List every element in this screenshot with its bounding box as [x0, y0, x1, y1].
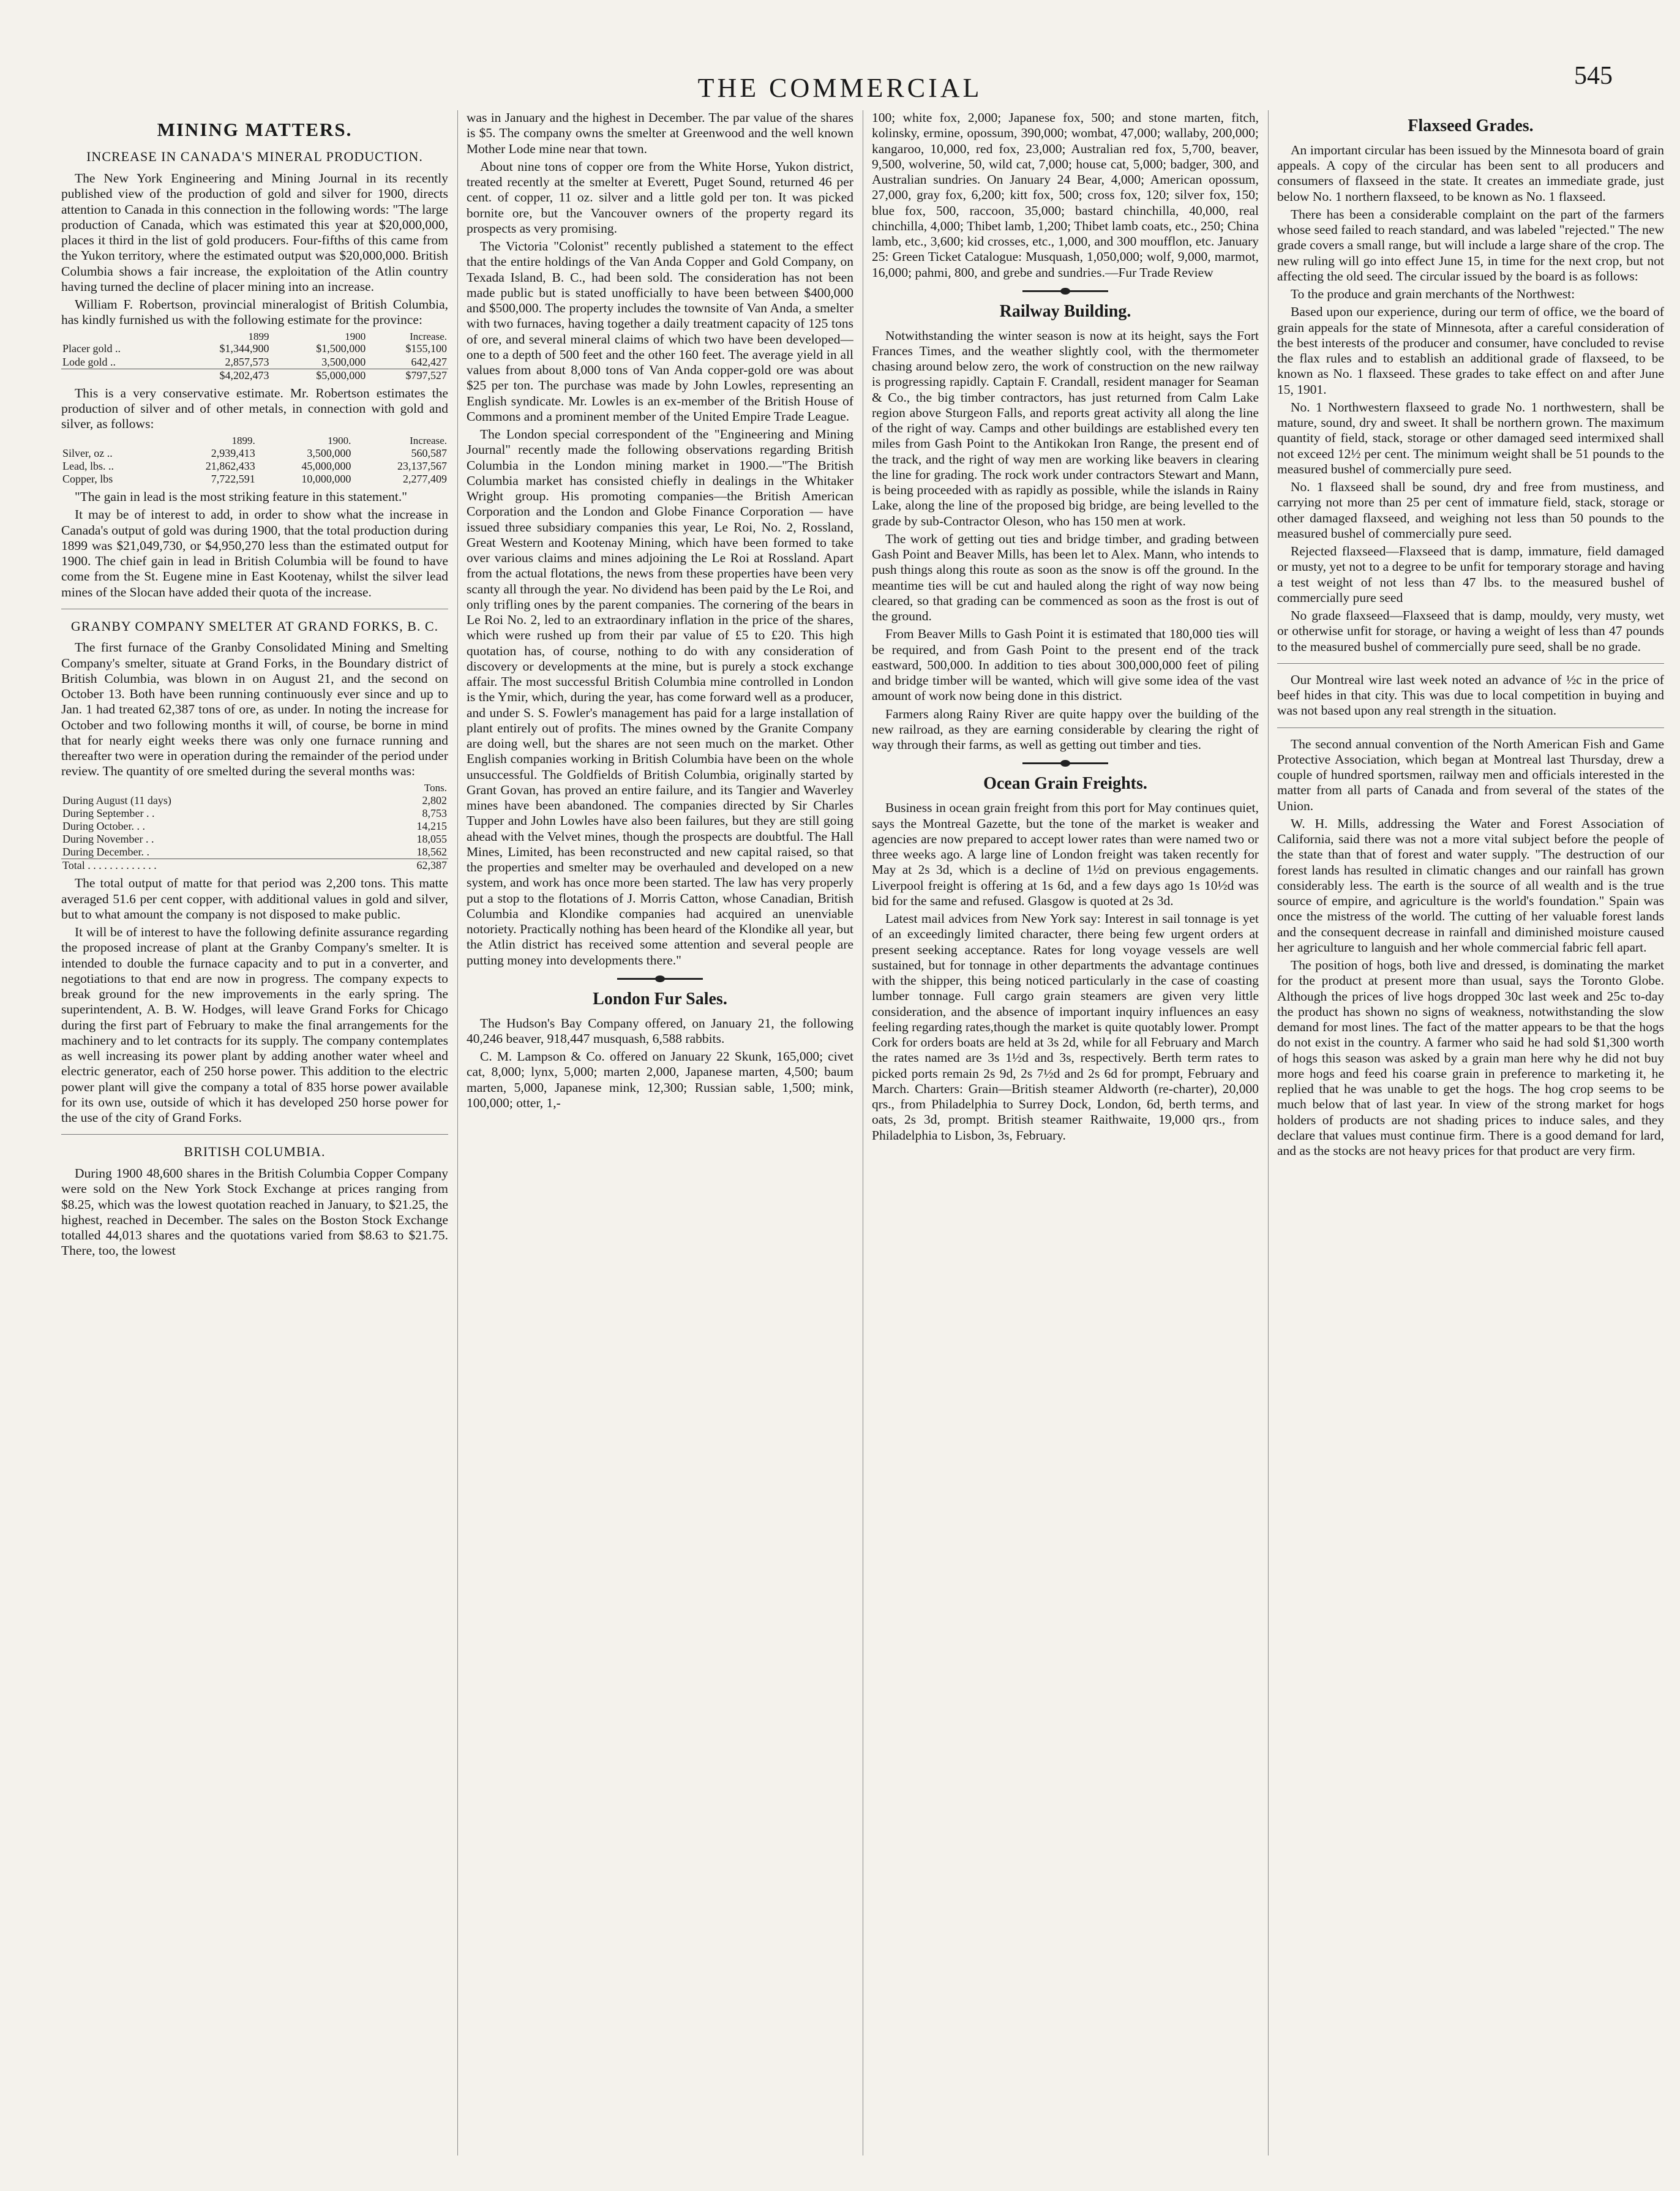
table-row: [61, 820, 448, 833]
table-header: [61, 331, 174, 343]
article-title-ocean-grain-freights: Ocean Grain Freights.: [983, 774, 1147, 794]
paragraph: The total output of matte for that period was 2,200 tons. This matte averaged 51.6 per cent copper, with additional values in gold and silver, but to what amount the company is not disposed to make public.: [61, 876, 448, 922]
section-title-mining-matters: MINING MATTERS.: [157, 119, 353, 140]
table-cell: 7,722,591: [211, 472, 255, 485]
table-cell: 2,857,573: [225, 355, 269, 368]
column-divider: [457, 110, 458, 2155]
column-divider: [1268, 110, 1269, 2155]
paragraph: Latest mail advices from New York say: Interest in sail tonnage is yet of an exceedingly limited character, there being few urgent orders at present seeking acceptance. Rates for long voyage vessels are well sustained, but for tonnage in other departments the advantage continues with the shipper, this being noticed particularly in the case of coasting lumber tonnage. Full cargo grain steamers are given very little consideration, and the absence of important inquiry influences an easy feeling regarding rates,though the market is quite quotably lower. Prompt Cork for orders boats are held at 3s 2d, while for all February and March the rates named are 3s 1½d and 3s, respectively. Berth term rates to picked ports remain 2s 9d, 2s 7½d and 2s 6d for prompt, February and March. Charters: Grain—British steamer Aldworth (re-charter), 20,000 qrs., from Philadelphia to Surrey Dock, London, 6d, berth terms, and oats, 2s 3d, prompt. British steamer Raithwaite, 19,000 qrs., from Philadelphia to Lisbon, 3s, February.: [872, 911, 1259, 1143]
table-cell: 2,939,413: [211, 446, 255, 459]
table-cell: $5,000,000: [270, 369, 367, 382]
paragraph: No. 1 Northwestern flaxseed to grade No. 1 northwestern, shall be mature, sound, dry and sweet. It shall be northern grown. The maximum quantity of field, stack, storage or other damaged seed intermixed shall not exceed 12½ per cent. The minimum weight shall be 51 pounds to the measured bushel of commercially pure seed.: [1277, 399, 1664, 476]
article-title-railway-building: Railway Building.: [999, 301, 1131, 321]
table-total-row: [61, 859, 448, 873]
table-cell: 18,562: [416, 846, 447, 859]
table-cell: 2,802: [422, 794, 447, 806]
paragraph: The Hudson's Bay Company offered, on January 21, the following 40,246 beaver, 918,447 musquash, 6,588 rabbits.: [467, 1015, 853, 1046]
paragraph: The Victoria "Colonist" recently published a statement to the effect that the entire holdings of the Van Anda Copper and Gold Company, on Texada Island, B. C., had been sold. The consideration has not been made public but is stated unofficially to have been between $400,000 and $500,000. The property includes the townsite of Van Anda, a smelter with two furnaces, having together a daily treatment capacity of 125 tons of ore, and several mineral claims of which two have been developed—one to a depth of 500 feet and the other 160 feet. The average yield in all values from about 8,000 tons of Van Anda copper-gold ore was about $25 per ton. The purchase was made by John Lowles, representing an English syndicate. Mr. Lowles is an ex-member of the British House of Commons and a prominent member of the United Empire Trade League.: [467, 239, 853, 424]
paragraph: was in January and the highest in December. The par value of the shares is $5. The company owns the smelter at Greenwood and the well known Mother Lode mine near that town.: [467, 110, 853, 156]
paragraph: Farmers along Rainy River are quite happy over the building of the new railroad, as they are earning considerable by clearing the right of way through their farms, as well as getting out timber and ties.: [872, 706, 1259, 753]
table-cell: $1,500,000: [316, 342, 366, 355]
table-cell: $1,344,900: [219, 342, 269, 355]
masthead-title: THE COMMERCIAL: [697, 73, 983, 103]
table-header: 1899.: [231, 434, 255, 446]
table-header-row: [61, 782, 448, 794]
table-header-row: [61, 435, 448, 447]
column-3: [872, 110, 1259, 2155]
paragraph: About nine tons of copper ore from the White Horse, Yukon district, treated recently at the smelter at Everett, Puget Sound, returned 46 per cent. of copper, 11 oz. silver and a little gold per ton. It was picked bornite ore, but the Vancouver owners of the property regard its prospects as very promising.: [467, 159, 853, 236]
gold-production-table: [61, 331, 448, 382]
paragraph: C. M. Lampson & Co. offered on January 22 Skunk, 165,000; civet cat, 8,000; lynx, 5,000; marten 2,000, Japanese marten, 4,500; baum marten, 5,000, Japanese mink, 12,300; Russian sable, 1,500; mink, 100,000; otter, 1,-: [467, 1049, 853, 1110]
paragraph: The first furnace of the Granby Consolidated Mining and Smelting Company's smelter, situate at Grand Forks, in the Boundary district of British Columbia, was blown in on August 21, and the second on October 13. Both have been running continuously ever since and up to Jan. 1 had treated 62,387 tons of ore, as under. In noting the increase for October and two following months it will, of course, be borne in mind that for nearly eight weeks there was only one furnace running and thereafter two were in operation during the remainder of the period under review. The quantity of ore smelted during the several months was:: [61, 640, 448, 779]
table-row: [61, 807, 448, 820]
table-cell: $4,202,473: [174, 369, 271, 382]
table-header-row: [61, 331, 448, 343]
table-cell: During November . .: [62, 833, 154, 846]
paragraph: During 1900 48,600 shares in the British Columbia Copper Company were sold on the New York Stock Exchange at prices ranging from $8.25, which was the lowest quotation reached in January, to $21.25, the highest, reached in December. The sales on the Boston Stock Exchange totalled 44,013 shares and the quotations varied from $8.63 to $21.75. There, too, the lowest: [61, 1166, 448, 1258]
metals-production-table: [61, 435, 448, 486]
table-cell: Copper, lbs: [62, 472, 113, 485]
paragraph: No. 1 flaxseed shall be sound, dry and free from mustiness, and carrying not more than 25 per cent of immature field, stack, storage or other damaged flaxseed, and weighing not less than 50 pounds to the measured bushel of commercially pure seed.: [1277, 479, 1664, 541]
table-header: 1900: [345, 330, 366, 342]
column-2: [467, 110, 853, 2155]
paragraph: William F. Robertson, provincial mineralogist of British Columbia, has kindly furnished us with the following estimate for the province:: [61, 297, 448, 328]
paragraph: "The gain in lead is the most striking feature in this statement.": [75, 489, 407, 505]
table-cell: During September . .: [62, 806, 155, 819]
table-cell: 3,500,000: [321, 355, 366, 368]
masthead: [43, 37, 1637, 104]
table-row: [61, 846, 448, 859]
article-title-canada-mineral: INCREASE IN CANADA'S MINERAL PRODUCTION.: [86, 149, 423, 165]
paragraph: No grade flaxseed—Flaxseed that is damp, mouldy, very musty, wet or otherwise unfit for storage, or having a weight of less than 47 pounds to the measured bushel of commercially pure seed, shall be no grade.: [1277, 608, 1664, 654]
article-divider: [1277, 727, 1664, 728]
ornamental-divider: [617, 978, 703, 980]
table-total-row: [61, 369, 448, 382]
table-header: Tons.: [424, 781, 447, 794]
table-row: [61, 342, 448, 355]
paragraph: Business in ocean grain freight from this port for May continues quiet, says the Montreal Gazette, but the tone of the market is weaker and agencies are now prepared to accept lower rates than were named two or three weeks ago. A large line of London freight was taken recently for May at 2s 3d, which is a decline of 1½d on previous engagements. Liverpool freight is offering at 1s 6d, and a few days ago 1s 10½d was bid for the same and refused. Glasgow is quoted at 2s 3d.: [872, 800, 1259, 908]
paragraph: There has been a considerable complaint on the part of the farmers whose seed failed to reach standard, and was labeled "rejected." The new grade covers a small range, but will include a large share of the crop. The new ruling will go into effect June 15, in time for the next crop, but not affecting the old seed. The circular issued by the board is as follows:: [1277, 206, 1664, 284]
paragraph: Based upon our experience, during our term of office, we the board of grain appeals for the state of Minnesota, after a careful consideration of the best interests of the producer and consumer, have concluded to revise the flax rules and to establish an additional grade of flaxseed, to be known as No. 1 flaxseed. These grades to take effect on and after June 15, 1901.: [1277, 304, 1664, 397]
table-row: [61, 833, 448, 846]
table-header: [61, 782, 360, 794]
table-row: [61, 460, 448, 473]
article-title-british-columbia: BRITISH COLUMBIA.: [184, 1144, 326, 1160]
table-header: [61, 435, 160, 447]
table-cell: [61, 369, 174, 382]
table-header: Increase.: [410, 330, 447, 342]
table-row: [61, 473, 448, 486]
table-header: 1899: [248, 330, 269, 342]
table-cell: 62,387: [360, 859, 448, 873]
paragraph: W. H. Mills, addressing the Water and Forest Association of California, said there was not a more vital subject before the people of the state than that of forest and water supply. "The destruction of our forest lands has resulted in climatic changes and our rainfall has grown considerably less. The earth is the source of all wealth and is the true source of empire, and agriculture is the world's foundation." Spain was once the mistress of the world. The cutting of her valuable forest lands and the consequent decrease in rainfall and diminished moisture caused her agriculture to languish and her whole commercial fabric fell apart.: [1277, 816, 1664, 955]
table-cell: 18,055: [416, 833, 447, 846]
table-row: [61, 794, 448, 807]
table-row: [61, 356, 448, 369]
table-row: [61, 447, 448, 460]
paragraph: The position of hogs, both live and dressed, is dominating the market for the product at present more than usual, says the Toronto Globe. Although the prices of live hogs dropped 30c last week and 25c to-day the product has shown no signs of weakness, notwithstanding the slow demand for most lines. The fact of the matter appears to be that the hogs do not exist in the country. A farmer who said he had sold $1,300 worth of hogs this season was asked by a grain man here why he did not buy more hogs and feed his coarse grain in preference to marketing it, he replied that he was unable to get the hogs. The hog crop seems to be much below that of last year. In view of the strong market for hogs holders of products are not shading prices to induce sales, and they declare that values must continue firm. There is a good demand for lard, and as the stocks are not heavy prices for that product are very firm.: [1277, 958, 1664, 1159]
column-4: [1277, 110, 1664, 2155]
article-title-london-fur-sales: London Fur Sales.: [593, 989, 727, 1009]
table-cell: 642,427: [411, 355, 447, 368]
table-cell: $155,100: [405, 342, 447, 355]
table-cell: 2,277,409: [403, 472, 447, 485]
table-cell: 10,000,000: [301, 472, 351, 485]
table-cell: $797,527: [367, 369, 448, 382]
table-cell: Lead, lbs. ..: [62, 459, 114, 472]
table-cell: 3,500,000: [307, 446, 351, 459]
table-header: Increase.: [410, 434, 447, 446]
table-cell: Silver, oz ..: [62, 446, 113, 459]
table-cell: 14,215: [416, 819, 447, 832]
article-divider: [1277, 663, 1664, 664]
ore-smelted-table: [61, 782, 448, 873]
table-cell: 45,000,000: [301, 459, 351, 472]
table-cell: During December. .: [62, 846, 149, 859]
paragraph: 100; white fox, 2,000; Japanese fox, 500; and stone marten, fitch, kolinsky, ermine, opossum, 390,000; wombat, 47,000; wallaby, 200,000; kangaroo, 10,000, red fox, 23,000; Australian red fox, 5,700, beaver, 9,500, wolverine, 50, wild cat, 7,000; house cat, 5,000; badger, 300, and Australian sundries. On January 24 Bear, 4,000; American opossum, 27,000, gray fox, 6,200; kitt fox, 500; cross fox, 120; silver fox, 150; blue fox, 500, raccoon, 35,000; bastard chinchilla, 40,000, real chinchilla, 4,000; Thibet lamb, 1,200; Thibet lamb coats, etc., 250; China lamb, etc., 3,600; kid crosses, etc., 1,000, and 300 moufflon, etc. January 25: Green Ticket Catalogue: Musquash, 1,050,000; wolf, 9,000, marmot, 16,000; pahmi, 800, and grebe and sundries.—Fur Trade Review: [872, 110, 1259, 280]
paragraph: This is a very conservative estimate. Mr. Robertson estimates the production of silver and of other metals, in connection with gold and silver, as follows:: [61, 385, 448, 432]
table-cell: 560,587: [411, 446, 447, 459]
paragraph: An important circular has been issued by the Minnesota board of grain appeals. A copy of the circular has been sent to all producers and consumers of flaxseed in the state. It creates an immediate grade, just below No. 1 northern flaxseed, to be known as No. 1 flaxseed.: [1277, 142, 1664, 204]
paragraph: Rejected flaxseed—Flaxseed that is damp, immature, field damaged or musty, yet not to a degree to be unfit for temporary storage and having a test weight of not less than 47 lbs. to the measured bushel of commercially pure seed: [1277, 544, 1664, 605]
paragraph: Notwithstanding the winter season is now at its height, says the Fort Frances Times, and the weather slightly cool, with the thermometer chasing around below zero, the work of construction on the new railway is progressing rapidly. Captain F. Crandall, resident manager for Seaman & Co., the big timber contractors, has just returned from Calm Lake region above Sturgeon Falls, and reports great activity all along the line of the right of way. Camps and other buildings are established every ten miles from Gash Point to the Antikokan Iron Range, the present end of the track, and the right of way men are working like beavers in clearing the line for grading. The rock work under contractors Stewart and Mann, is being proceeded with as rapidly as possible, while the islands in Rainy Lake, along the line of the proposed big bridge, are being levelled to the grade by sub-Contractor Oleson, who has 150 men at work.: [872, 328, 1259, 528]
paragraph: To the produce and grain merchants of the Northwest:: [1291, 287, 1575, 302]
paragraph: The London special correspondent of the "Engineering and Mining Journal" recently made the following observations regarding British Columbia in the London mining market in 1900.—"The British Columbia market has consisted chiefly in dealings in the Whitaker Wright group. His promoting companies—the British American Corporation and the London and Globe Finance Corporation — have issued three subsidiary companies this year, Le Roi, No. 2, Rossland, Great Western and Kootenay Mining, which have been formed to take over various claims and mines adjoining the Le Roi at Rossland. Apart from the actual flotations, the news from these properties have been very scanty all through the year. No dividend has been paid by the Le Roi, and only trifling ones by the parent companies. The cornering of the bears in Le Roi No. 2, led to an extraordinary inflation in the price of the shares, which were rushed up from their par value of £5 to £20. This high quotation has, of course, nothing to do with any consideration of discovery or developments at the mine, but is purely a stock exchange affair. The most successful British Columbia mine controlled in London is the Ymir, which, during the year, has come forward well as a producer, and under S. S. Fowler's management has paid for a large installation of plant entirely out of profits. The mines owned by the Granite Company are doing well, but the shares are not seen much on the market. Other English companies working in British Columbia have been on the whole unsuccessful. The Goldfields of British Columbia, originally started by Grant Govan, has proved an entire failure, and its Tangier and Waverley mines have been abandoned. The companies directed by Sir Charles Tupper and John Lowles have also been failures, but they are still going ahead with the Velvet mines, though the prospects are doubtful. The Hall Mines, Limited, has been reconstructed and new capital raised, so that the properties and smelter may be overhauled and developed on a new system, and work has once more been started. The law has very properly put a stop to the flotations of J. Morris Catton, whose Canadian, British Columbia and Klondike companies had acquired an unenviable notoriety. Practically nothing has been heard of the Klondike all year, but the Atlin district has received some attention and several people are putting money into developments there.": [467, 427, 853, 968]
columns: [61, 110, 1665, 2155]
article-title-flaxseed-grades: Flaxseed Grades.: [1408, 116, 1534, 135]
paragraph: It will be of interest to have the following definite assurance regarding the proposed increase of plant at the Granby Company's smelter. It is intended to double the furnace capacity and to put in a converter, and negotiations to that end are now in progress. The company expects to break ground for the new improvements in the early spring. The superintendent, A. B. W. Hodges, will leave Grand Forks for Chicago during the first part of February to make the final arrangements for the machinery and to let contracts for its supply. The company contemplates as well increasing its power plant by adding another water wheel and electric generator, each of 250 horse power. This addition to the electric power plant will give the company a total of 835 horse power available for its own use, outside of which it has developed 250 horse power for the use of the city of Grand Forks.: [61, 925, 448, 1126]
paragraph: From Beaver Mills to Gash Point it is estimated that 180,000 ties will be required, and from Gash Point to the present end of the track eastward, 500,000. In addition to ties about 300,000,000 feet of piling and bridge timber will be wanted, which will give some idea of the vast amount of work now being done in this district.: [872, 626, 1259, 704]
ornamental-divider: [1022, 290, 1108, 292]
paragraph: It may be of interest to add, in order to show what the increase in Canada's output of gold was during 1900, that the total production during 1899 was $21,049,730, or $4,950,270 less than the estimated output for 1900. The chief gain in lead in British Columbia will be found to have come from the St. Eugene mine in East Kootenay, whilst the silver lead mines of the Slocan have added their quota of the increase.: [61, 507, 448, 599]
article-title-granby: GRANBY COMPANY SMELTER AT GRAND FORKS, B. C.: [70, 618, 439, 634]
table-cell: 23,137,567: [397, 459, 447, 472]
page-number: 545: [1574, 62, 1613, 90]
table-cell: Total . . . . . . . . . . . . .: [61, 859, 360, 873]
paragraph: The second annual convention of the North American Fish and Game Protective Association, which began at Montreal last Thursday, drew a couple of hundred sportsmen, railway men and officials interested in the matter from all parts of Canada and from several of the states of the Union.: [1277, 736, 1664, 813]
table-cell: 21,862,433: [205, 459, 255, 472]
column-1: [61, 110, 448, 2155]
paragraph: The New York Engineering and Mining Journal in its recently published view of the production of gold and silver for 1900, directs attention to Canada in this connection in the following words: "The large production of Canada, which was estimated this year at $20,000,000, places it third in the list of gold producers. Four-fifths of this came from the Yukon territory, where the estimated output was $20,000,000. British Columbia shows a fair increase, the exploitation of the Atlin country having turned the decline of placer mining into an increase.: [61, 171, 448, 294]
paragraph: Our Montreal wire last week noted an advance of ½c in the price of beef hides in that city. This was due to local competition in buying and was not based upon any real strength in the situation.: [1277, 672, 1664, 718]
article-divider: [61, 1134, 448, 1135]
table-cell: Lode gold ..: [62, 355, 116, 368]
table-cell: 8,753: [422, 806, 447, 819]
table-cell: During August (11 days): [62, 794, 171, 806]
paragraph: The work of getting out ties and bridge timber, and grading between Gash Point and Beaver Mills, has been let to Alex. Mann, who intends to push things along this route as soon as the snow is off the ground. In the meantime ties will be cut and hauled along the right of way now being cleared, so that grading can be commenced as soon as the frost is out of the ground.: [872, 531, 1259, 624]
table-cell: During October. . .: [62, 819, 145, 832]
table-cell: Placer gold ..: [62, 342, 121, 355]
ornamental-divider: [1022, 762, 1108, 764]
table-header: 1900.: [328, 434, 351, 446]
